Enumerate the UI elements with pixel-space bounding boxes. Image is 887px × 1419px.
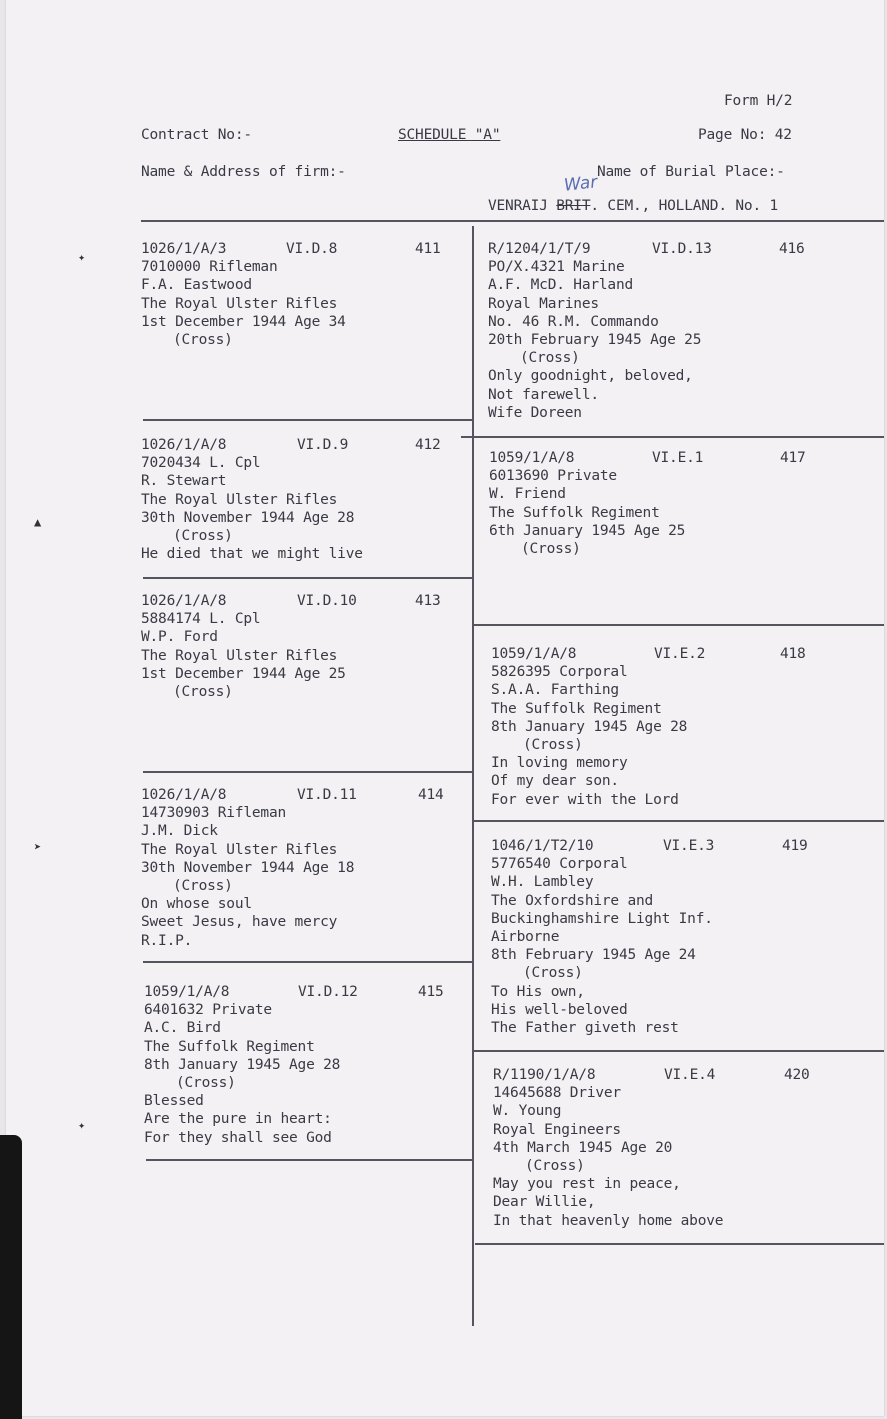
- epitaph-line: Dear Willie,: [493, 1194, 596, 1211]
- contract-number-label: Contract No:-: [141, 127, 252, 143]
- cross-line: (Cross): [523, 965, 583, 982]
- entry-number: 416: [779, 241, 805, 257]
- service-line: 7020434 L. Cpl: [141, 455, 261, 472]
- grave-entry: [141, 240, 451, 349]
- left-separator: [146, 1159, 473, 1161]
- epitaph-line: May you rest in peace,: [493, 1176, 681, 1193]
- epitaph-line: To His own,: [491, 983, 585, 1000]
- left-separator: [143, 419, 472, 421]
- name-line: W.H. Lambley: [491, 874, 594, 891]
- service-line: 5884174 L. Cpl: [141, 611, 261, 628]
- epitaph-line: In loving memory: [491, 755, 628, 772]
- margin-speck: ▲: [34, 515, 42, 529]
- form-reference: Form H/2: [724, 93, 793, 109]
- date-age-line: 1st December 1944 Age 34: [141, 313, 346, 330]
- unit-line: Buckinghamshire Light Inf.: [491, 910, 713, 927]
- grave-entry: [488, 240, 818, 422]
- unit-line: The Suffolk Regiment: [491, 700, 662, 717]
- grave-entry: [141, 786, 451, 950]
- epitaph-line: Not farewell.: [488, 386, 599, 403]
- epitaph-line: His well-beloved: [491, 1001, 628, 1018]
- service-line: 14645688 Driver: [493, 1085, 621, 1102]
- date-age-line: 4th March 1945 Age 20: [493, 1139, 673, 1156]
- unit-line: The Suffolk Regiment: [489, 504, 660, 521]
- grave-entry: [491, 645, 821, 809]
- service-line: 14730903 Rifleman: [141, 805, 287, 822]
- place-suffix: . CEM., HOLLAND. No. 1: [590, 198, 779, 214]
- name-line: A.C. Bird: [144, 1020, 221, 1037]
- place-prefix: VENRAIJ: [488, 198, 557, 214]
- struck-word: BRIT: [556, 198, 591, 214]
- cross-line: (Cross): [176, 1074, 236, 1091]
- unit-line: The Royal Ulster Rifles: [141, 491, 338, 508]
- grave-entry: [144, 983, 454, 1147]
- right-separator: [473, 820, 884, 822]
- epitaph-line: He died that we might live: [141, 546, 363, 563]
- margin-speck: ✦: [78, 1118, 86, 1132]
- service-line: 7010000 Rifleman: [141, 259, 278, 276]
- grave-entry: [141, 592, 451, 701]
- entry-reference: 1026/1/A/8: [141, 787, 227, 803]
- epitaph-line: Of my dear son.: [491, 773, 619, 790]
- grave-entry: [489, 449, 819, 558]
- entry-reference: 1046/1/T2/10: [491, 838, 594, 854]
- entry-reference: 1059/1/A/8: [489, 450, 575, 466]
- right-separator: [475, 1243, 884, 1245]
- service-line: 5776540 Corporal: [491, 856, 628, 873]
- cross-line: (Cross): [173, 331, 233, 348]
- unit-line: The Royal Ulster Rifles: [141, 295, 338, 312]
- unit-line: Airborne: [491, 928, 560, 945]
- entry-number: 413: [415, 593, 441, 609]
- plot-number: VI.D.12: [298, 984, 358, 1000]
- name-line: W. Friend: [489, 486, 566, 503]
- cross-line: (Cross): [173, 527, 233, 544]
- cross-line: (Cross): [523, 736, 583, 753]
- unit-line: The Royal Ulster Rifles: [141, 841, 338, 858]
- unit-line: No. 46 R.M. Commando: [488, 313, 659, 330]
- plot-number: VI.D.9: [297, 437, 349, 453]
- unit-line: Royal Engineers: [493, 1121, 621, 1138]
- entry-reference: 1026/1/A/8: [141, 437, 227, 453]
- date-age-line: 6th January 1945 Age 25: [489, 522, 686, 539]
- epitaph-line: On whose soul: [141, 896, 252, 913]
- entry-reference: 1026/1/A/3: [141, 241, 227, 257]
- date-age-line: 1st December 1944 Age 25: [141, 665, 346, 682]
- page-number-label: Page No: 42: [698, 127, 792, 143]
- entry-number: 420: [784, 1067, 810, 1083]
- date-age-line: 30th November 1944 Age 18: [141, 859, 355, 876]
- plot-number: VI.E.3: [663, 838, 715, 854]
- epitaph-line: Wife Doreen: [488, 404, 582, 421]
- right-separator: [473, 624, 884, 626]
- date-age-line: 8th January 1945 Age 28: [491, 718, 688, 735]
- binding-edge: [0, 1135, 22, 1419]
- name-line: S.A.A. Farthing: [491, 682, 619, 699]
- plot-number: VI.E.1: [652, 450, 704, 466]
- column-divider: [472, 226, 474, 1326]
- grave-entry: [141, 436, 451, 563]
- epitaph-line: R.I.P.: [141, 932, 193, 949]
- firm-name-address-label: Name & Address of firm:-: [141, 164, 346, 180]
- epitaph-line: Blessed: [144, 1093, 204, 1110]
- entry-number: 411: [415, 241, 441, 257]
- entry-reference: 1059/1/A/8: [144, 984, 230, 1000]
- plot-number: VI.D.10: [297, 593, 357, 609]
- grave-entry: [491, 837, 821, 1037]
- epitaph-line: Only goodnight, beloved,: [488, 368, 693, 385]
- epitaph-line: Are the pure in heart:: [144, 1111, 332, 1128]
- entry-number: 414: [418, 787, 444, 803]
- date-age-line: 30th November 1944 Age 28: [141, 509, 355, 526]
- service-line: 5826395 Corporal: [491, 664, 628, 681]
- unit-line: The Oxfordshire and: [491, 892, 654, 909]
- name-line: W. Young: [493, 1103, 562, 1120]
- name-line: W.P. Ford: [141, 629, 218, 646]
- entry-number: 415: [418, 984, 444, 1000]
- cross-line: (Cross): [173, 877, 233, 894]
- service-line: 6401632 Private: [144, 1002, 272, 1019]
- date-age-line: 20th February 1945 Age 25: [488, 331, 702, 348]
- plot-number: VI.E.4: [664, 1067, 716, 1083]
- left-separator: [143, 577, 472, 579]
- name-line: A.F. McD. Harland: [488, 277, 634, 294]
- margin-speck: ✦: [78, 250, 86, 264]
- date-age-line: 8th January 1945 Age 28: [144, 1056, 341, 1073]
- handwritten-correction: War: [563, 172, 599, 196]
- header-rule: [141, 220, 884, 222]
- date-age-line: 8th February 1945 Age 24: [491, 947, 696, 964]
- left-separator: [143, 961, 472, 963]
- epitaph-line: For they shall see God: [144, 1129, 332, 1146]
- unit-line: The Suffolk Regiment: [144, 1038, 315, 1055]
- epitaph-line: The Father giveth rest: [491, 1019, 679, 1036]
- entry-number: 417: [780, 450, 806, 466]
- name-line: J.M. Dick: [141, 823, 218, 840]
- plot-number: VI.E.2: [654, 646, 706, 662]
- service-line: PO/X.4321 Marine: [488, 259, 625, 276]
- document-page: [6, 0, 884, 1416]
- epitaph-line: In that heavenly home above: [493, 1212, 724, 1229]
- burial-place-name: [488, 197, 778, 215]
- name-line: R. Stewart: [141, 473, 227, 490]
- unit-line: The Royal Ulster Rifles: [141, 647, 338, 664]
- right-separator: [461, 436, 884, 438]
- cross-line: (Cross): [521, 540, 581, 557]
- left-separator: [143, 771, 472, 773]
- cross-line: (Cross): [520, 350, 580, 367]
- margin-speck: ➤: [34, 840, 42, 854]
- plot-number: VI.D.11: [297, 787, 357, 803]
- cross-line: (Cross): [525, 1157, 585, 1174]
- entry-reference: 1026/1/A/8: [141, 593, 227, 609]
- cross-line: (Cross): [173, 683, 233, 700]
- epitaph-line: Sweet Jesus, have mercy: [141, 914, 338, 931]
- entry-number: 412: [415, 437, 441, 453]
- schedule-title: SCHEDULE "A": [398, 127, 501, 143]
- plot-number: VI.D.8: [286, 241, 338, 257]
- entry-number: 419: [782, 838, 808, 854]
- right-separator: [473, 1050, 884, 1052]
- service-line: 6013690 Private: [489, 468, 617, 485]
- grave-entry: [493, 1066, 823, 1230]
- plot-number: VI.D.13: [652, 241, 712, 257]
- name-line: F.A. Eastwood: [141, 277, 252, 294]
- entry-reference: R/1204/1/T/9: [488, 241, 591, 257]
- unit-line: Royal Marines: [488, 295, 599, 312]
- entry-reference: R/1190/1/A/8: [493, 1067, 596, 1083]
- burial-place-label: Name of Burial Place:-: [597, 164, 785, 180]
- entry-reference: 1059/1/A/8: [491, 646, 577, 662]
- epitaph-line: For ever with the Lord: [491, 791, 679, 808]
- entry-number: 418: [780, 646, 806, 662]
